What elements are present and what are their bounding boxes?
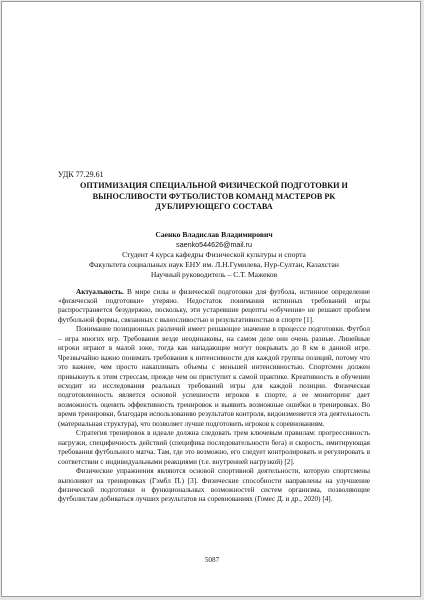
document-page (1, 1, 421, 597)
paragraph-2: Понимание позиционных различий имеет решающее значение в процессе подготовки. Футбол – игра многих игр. Требования везде неодинаковы, на самом деле они очень разные. Линейные игроки играют в малой зоне, тогда как нападающие могут покрывать до 8 км в данной игре. Чрезвычайно важно понимать требования к интенсивности для каждой группы позиций, потому что это важнее, чем просто накапливать объемы с меньшей интенсивностью. Спортсмен должен привыкнуть к этим стрессам, прежде чем он приступит к самой практике. Креативность в обучении исходит из исследования реальных требований игры для каждой позиции. Физическая подготовленность является основой успешности игроков в спорте, а ее мониторинг дает возможность оценить эффективность тренировок и выявить возможные ошибки в тренировках. Во время тренировки, благодаря использованию результатов контроля, видоизменяется эта деятельность (материальная структура), что позволяет лучше подготовить игроков к соревнованиям. (58, 325, 370, 428)
udk-code: УДК 77.29.61 (58, 170, 104, 179)
article-title: ОПТИМИЗАЦИЯ СПЕЦИАЛЬНОЙ ФИЗИЧЕСКОЙ ПОДГОТОВКИ И ВЫНОСЛИВОСТИ ФУТБОЛИСТОВ КОМАНД МАСТЕРОВ РК ДУБЛИРУЮЩЕГО СОСТАВА (80, 181, 348, 211)
paragraph-1 (58, 288, 370, 326)
author-block (58, 230, 370, 280)
supervisor: Научный руководитель – С.Т. Мажеков (150, 269, 278, 279)
author-email: saenko544626@mail.ru (175, 239, 253, 249)
author-affiliation-2: Факультета социальных наук ЕНУ им. Л.Н.Гумилева, Нур-Султан, Казахстан (89, 259, 339, 269)
article-body (58, 288, 370, 505)
paragraph-1-text: В мире силы и физической подготовки для футбола, истинное определение «физической подготовки» утеряно. Недостаток понимания истинных требований игры распространяется безудержно, поскольку, эти устаревшие рецепты «обучения» не решают проблем футбольной формы, связанных с выносливостью и результативностью в спорте [1]. (58, 287, 370, 324)
author-name: Саенко Владислав Владимирович (155, 229, 273, 239)
paragraph-3: Стратегия тренировок в идеале должна следовать трем ключевым правилам: прогрессивность нагрузки, специфичность действий (специфика последовательности бега) и скорость, имитирующая требования футбольного матча. Там, где это возможно, его следует контролировать и регулировать в соответствии с индивидуальными реакциями (т.е. внутренней нагрузкой) [2]. (58, 429, 370, 466)
relevance-lead: Актуальность. (76, 287, 124, 296)
author-affiliation-1: Студент 4 курса кафедры Физической культуры и спорта (122, 249, 306, 259)
paragraph-4: Физические упражнения являются основой спортивной деятельности, которую спортсмены выполняют на тренировках (Гэмбл П.) [3]. Физические способности направлены на улучшение физической подготовки и функциональных возможностей систем организма, позволяющие футболистам добиваться лучших результатов на соревнованиях (Гомес Д. и др., 2020) [4]. (58, 467, 370, 504)
article-content (58, 170, 370, 505)
page-number: 5087 (204, 556, 220, 564)
